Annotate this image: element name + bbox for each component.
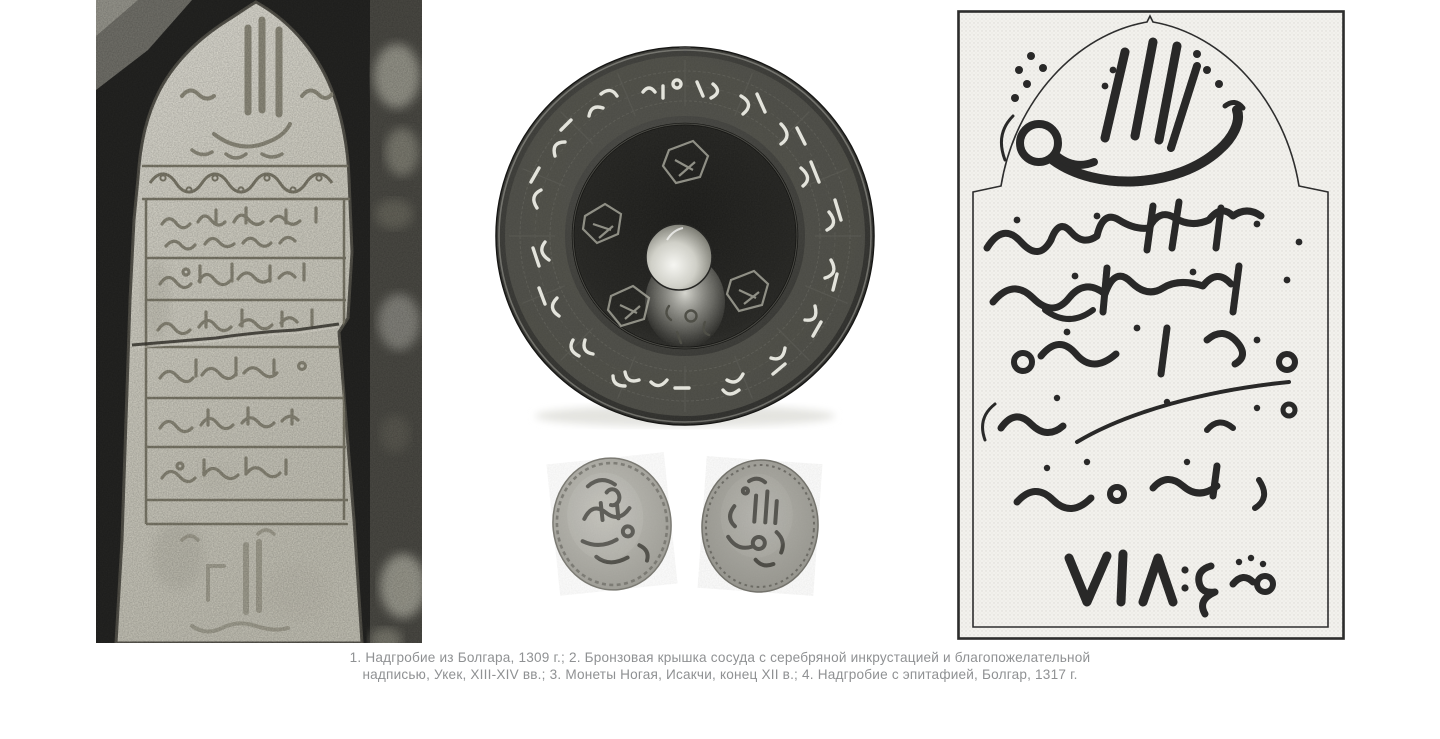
coins-art — [546, 452, 830, 598]
photo-grain — [96, 0, 422, 643]
lid-body — [493, 44, 877, 430]
caption-line-1: 1. Надгробие из Болгара, 1309 г.; 2. Бронзовая крышка сосуда с серебряной инкрустацией и благопожелательной — [349, 650, 1091, 665]
bronze-lid-art — [493, 44, 877, 430]
figure-caption — [0, 650, 1440, 683]
drawing-paper — [957, 10, 1345, 640]
figure-coins-photo — [546, 452, 830, 598]
coin-left — [546, 452, 677, 596]
figure-gravestone-photo — [96, 0, 422, 643]
figure-epitaph-drawing — [957, 10, 1345, 640]
gravestone-photo-art — [96, 0, 422, 643]
epitaph-drawing-art — [957, 10, 1345, 640]
coin-right — [698, 456, 823, 596]
figure-bronze-lid-photo — [493, 44, 877, 430]
caption-line-2: надписью, Укек, XIII-XIV вв.; 3. Монеты Ногая, Исакчи, конец XII в.; 4. Надгробие с эпитафией, Болгар, 1317 г. — [362, 666, 1078, 682]
